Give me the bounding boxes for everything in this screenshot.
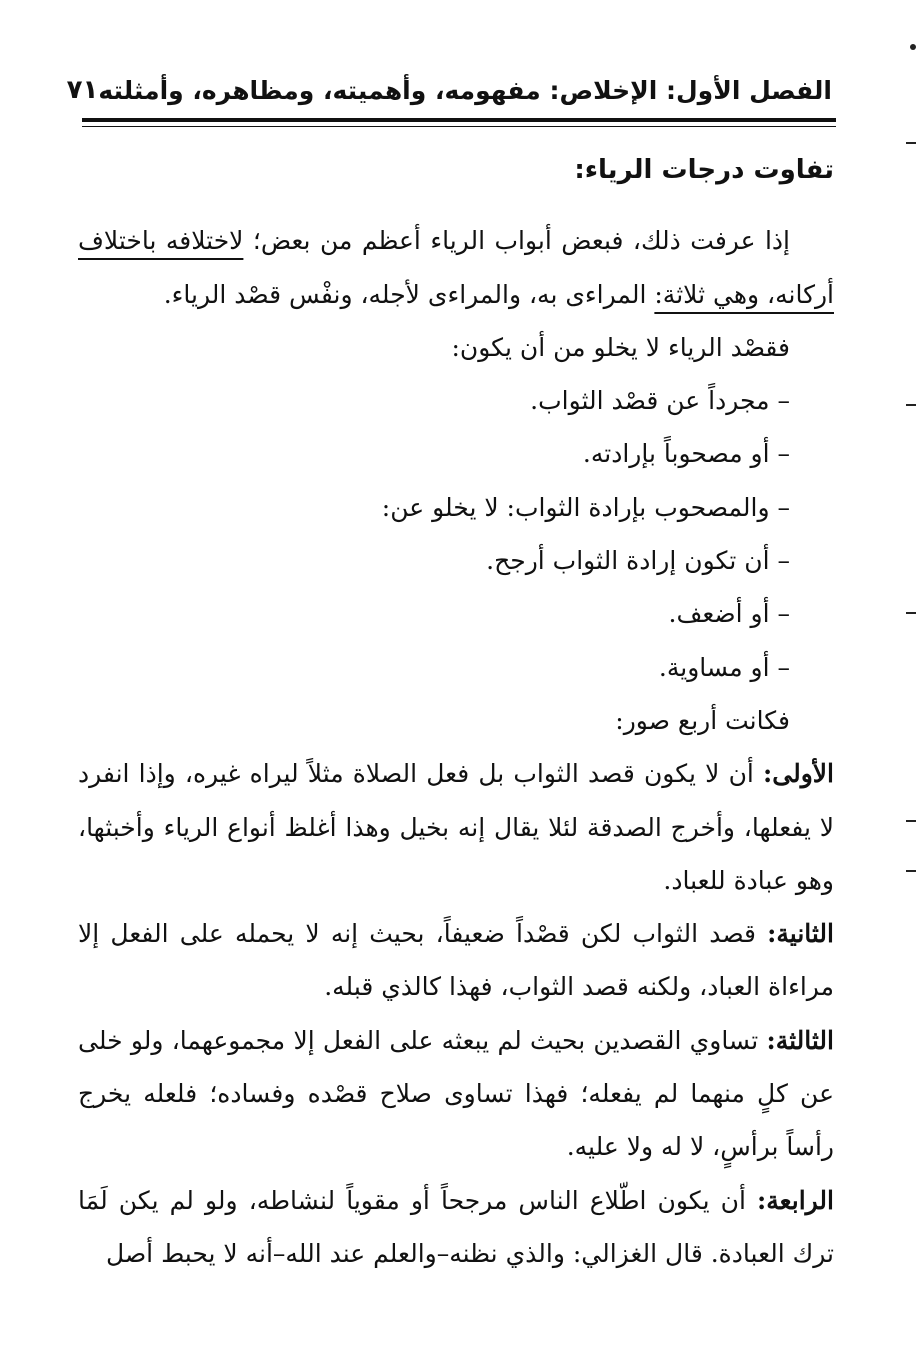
intro-text-after: المراءى به، والمراءى لأجله، ونفْس قصْد الرياء. (163, 279, 655, 309)
form-paragraph-first (78, 747, 834, 907)
form-text-third: تساوي القصدين بحيث لم يبعثه على الفعل إلا مجموعهما، ولو خلى عن كلٍ منهما لم يفعله؛ فهذا تساوى صلاح قصْده وفساده؛ فلعله يخرج رأساً برأسٍ، لا له ولا عليه. (78, 1025, 834, 1162)
margin-dot (910, 44, 916, 50)
page-header (66, 68, 832, 112)
chapter-title: الفصل الأول: الإخلاص: مفهومه، وأهميته، ومظاهره، وأمثلته (98, 75, 832, 105)
form-text-second: قصد الثواب لكن قصْداً ضعيفاً، بحيث إنه لا يحمله على الفعل إلا مراءاة العباد، ولكنه قصد الثواب، فهذا كالذي قبله. (78, 919, 834, 1002)
section-heading: تفاوت درجات الرياء: (574, 155, 834, 185)
form-text-fourth: أن يكون اطّلاع الناس مرجحاً أو مقوياً لنشاطه، ولو لم يكن لَمَا ترك العبادة. قال الغزالي: والذي نظنه–والعلم عند الله–أنه لا يحبط أصل (78, 1185, 834, 1268)
form-text-first: أن لا يكون قصد الثواب بل فعل الصلاة مثلاً ليراه غيره، وإذا انفرد لا يفعلها، وأخرج الصدقة لئلا يقال إنه بخيل وهذا أغلظ أنواع الرياء وأخبثها، وهو عبادة للعباد. (78, 759, 834, 895)
four-forms-line: فكانت أربع صور: (615, 705, 790, 735)
margin-tick (906, 612, 916, 614)
form-label-third: الثالثة: (766, 1025, 834, 1055)
margin-tick (906, 820, 916, 822)
form-paragraph-fourth (78, 1174, 834, 1281)
form-label-second: الثانية: (767, 919, 834, 949)
intro-text-before: إذا عرفت ذلك، فبعض أبواب الرياء أعظم من بعض؛ (243, 226, 790, 256)
intro-paragraph (78, 214, 834, 321)
margin-tick (906, 870, 916, 872)
form-paragraph-second (78, 907, 834, 1014)
intro-underlined-text: لاختلافه باختلاف أركانه، وهي ثلاثة: (78, 226, 834, 309)
page-body (78, 144, 834, 1280)
form-label-first: الأولى: (763, 759, 834, 789)
header-rule-thick (82, 118, 836, 122)
list-item-weaker: – أو أضعف. (668, 599, 790, 629)
accompanied-intro-line: – والمصحوب بإرادة الثواب: لا يخلو عن: (381, 492, 790, 522)
form-paragraph-third (78, 1014, 834, 1174)
list-item-accompanied: – أو مصحوباً بإرادته. (582, 439, 790, 469)
margin-tick (906, 404, 916, 406)
list-item-stronger: – أن تكون إرادة الثواب أرجح. (486, 546, 790, 576)
page-number: ٧١ (66, 75, 99, 105)
list-item-equal: – أو مساوية. (658, 652, 790, 682)
form-label-fourth: الرابعة: (757, 1185, 834, 1215)
header-rule-thin (82, 126, 836, 127)
margin-tick (906, 142, 916, 144)
intent-intro-line: فقصْد الرياء لا يخلو من أن يكون: (451, 332, 790, 362)
list-item-bare: – مجرداً عن قصْد الثواب. (530, 386, 790, 416)
